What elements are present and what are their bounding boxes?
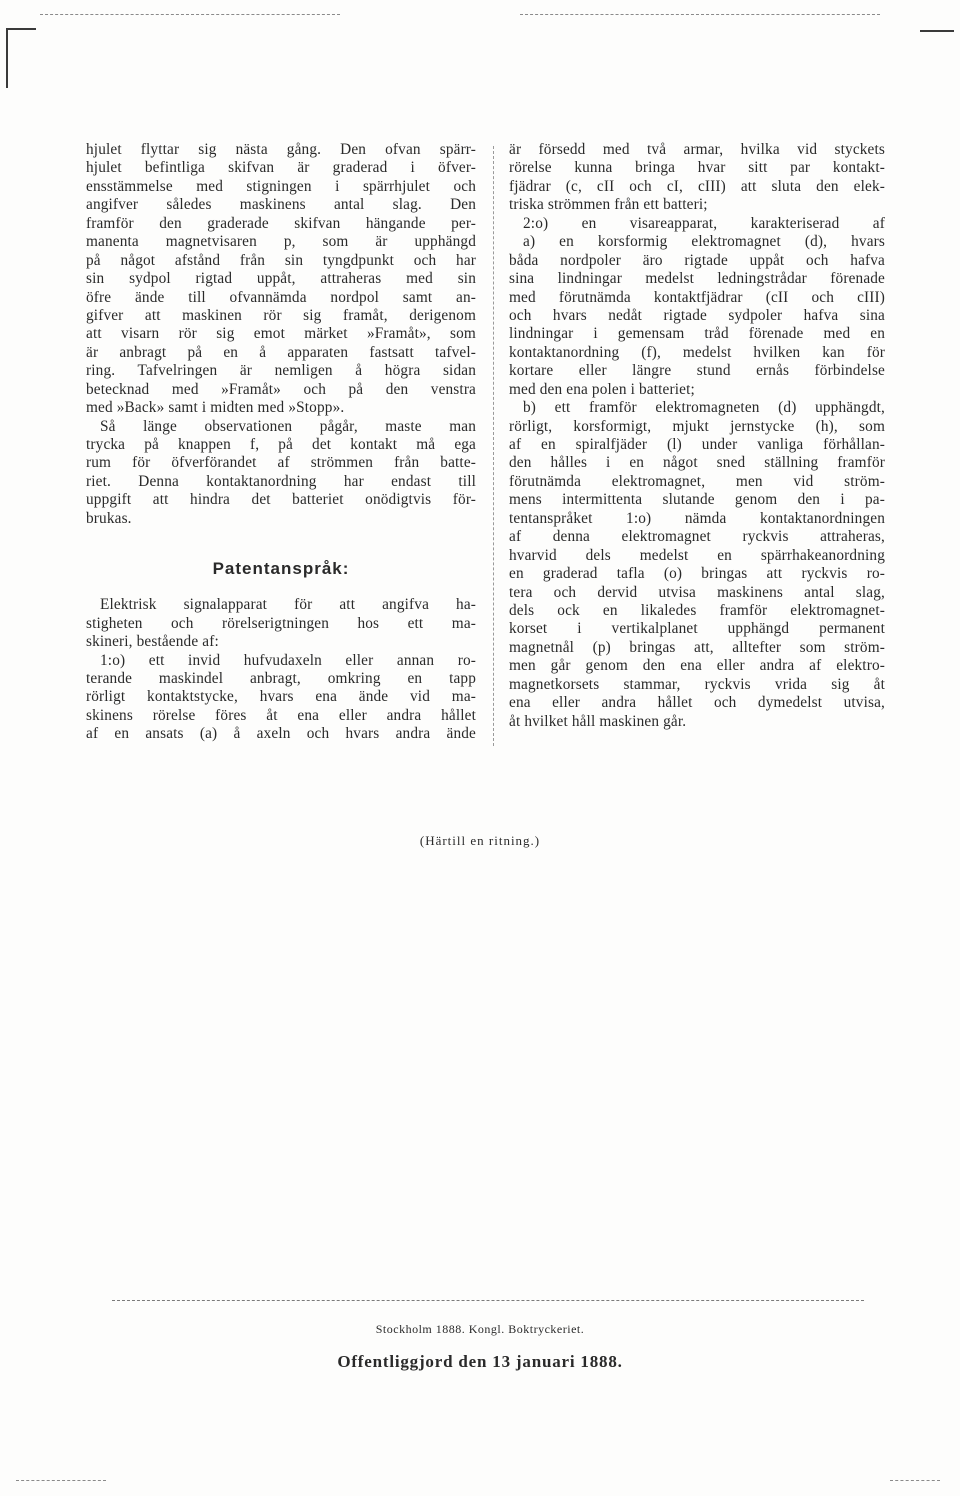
text-line: trycka på knappen f, på det kontakt må ega — [86, 436, 476, 453]
text-line: med förutnämda kontaktfjädrar (cII och cIII) — [509, 288, 885, 306]
text-line: förutnämda elektromagnet, men vid ström- — [509, 472, 885, 490]
text-line: skineri, bestående af: — [86, 633, 219, 651]
text-line: magnetkorsets stammar, ryckvis vrida sig åt — [509, 675, 885, 693]
text-line: den hålles i en något sned ställning framför — [509, 454, 885, 472]
text-line: hjulet flyttar sig nästa gång. Den ofvan spärr- — [86, 141, 476, 158]
text-line: ensstämmelse med stigningen i spärrhjulet och — [86, 177, 476, 195]
text-line: framför den graderade skifvan hängande per- — [86, 214, 476, 232]
text-line: betecknad med »Framåt» och på den venstra — [86, 380, 476, 398]
scan-bottom-mark — [16, 1480, 106, 1481]
text-line: fjädrar (c, cII och cI, cIII) att sluta den elek- — [509, 177, 885, 195]
text-line: kortare eller längre stund ernås förbindelse — [509, 362, 885, 380]
text-line: på något afstånd från sin tyngdpunkt och har — [86, 251, 476, 269]
text-line: 1:o) ett invid hufvudaxeln eller annan ro- — [100, 651, 476, 669]
printer-imprint: Stockholm 1888. Kongl. Boktryckeriet. — [375, 1322, 585, 1336]
text-line: rörelse kunna bringa hvar sitt par kontakt- — [509, 159, 885, 177]
text-line: riet. Denna kontaktanordning har endast till — [86, 472, 476, 490]
text-line: brukas. — [86, 509, 132, 527]
text-line: stigheten och rörelserigtningen hos ett ma- — [86, 614, 476, 632]
scan-corner-mark — [6, 28, 8, 88]
text-line: dels ock en likaledes framför elektromagnet- — [509, 601, 885, 619]
text-line: ring. Tafvelringen är nemligen å högra sidan — [86, 362, 476, 380]
text-line: manenta magnetvisaren p, som är upphängd — [86, 233, 476, 251]
text-line: rum för öfverförandet af strömmen från batte- — [86, 454, 476, 472]
text-line: Elektrisk signalapparat för att angifva ha- — [100, 596, 476, 614]
column-divider — [493, 146, 494, 746]
text-line: båda nordpoler äro rigtade uppåt och hafva — [509, 251, 885, 269]
text-line: åt hvilket håll maskinen går. — [509, 712, 687, 730]
text-line: angifver således maskinens antal slag. Den — [86, 196, 476, 214]
text-line: mens intermittenta slutande genom den i pa- — [509, 491, 885, 509]
text-line: ena eller andra hållet och dymedelst utvisa, — [509, 694, 885, 712]
drawing-note: (Härtill en ritning.) — [419, 833, 541, 848]
text-line: Så länge observationen pågår, maste man — [100, 417, 476, 435]
text-line: skinens rörelse föres åt ena eller andra hållet — [86, 706, 476, 724]
scan-top-rule-right — [520, 14, 880, 15]
text-line: med den ena polen i batteriet; — [509, 380, 695, 398]
text-line: rörligt, korsformigt, mjukt jernstycke (h), som — [509, 417, 885, 435]
text-line: magnetnål (p) bringas att, alltefter som ström- — [509, 638, 885, 656]
claims-continuation-text — [509, 141, 885, 731]
scan-corner-mark-top — [6, 28, 36, 30]
text-line: b) ett framför elektromagneten (d) upphängdt, — [523, 399, 885, 417]
text-line: kontaktanordning (f), medelst hvilken kan för — [509, 343, 885, 361]
publication-date: Offentliggjord den 13 januari 1888. — [337, 1352, 623, 1371]
text-line: öfre ände till ofvannämda nordpol samt an- — [86, 288, 476, 306]
left-column — [86, 141, 476, 744]
text-line: korset i vertikalplanet upphängd permanent — [509, 620, 885, 638]
text-line: är försedd med två armar, hvilka vid styckets — [509, 141, 885, 158]
footer-rule — [112, 1300, 864, 1301]
text-line: uppgift att hindra det batteriet onödigtvis för- — [86, 491, 476, 509]
scan-bottom-mark-right — [890, 1480, 940, 1481]
text-line: hjulet befintliga skifvan är graderad i öfver- — [86, 159, 476, 177]
text-line: terande maskindel anbragt, omkring en tapp — [86, 669, 476, 687]
text-line: är anbragt på en å apparaten fastsatt tafvel- — [86, 343, 476, 361]
text-line: af denna elektromagnet ryckvis attraheras, — [509, 528, 885, 546]
text-line: sina lindningar medelst ledningstrådar förenade — [509, 270, 885, 288]
text-line: men går genom den ena eller andra af elektro- — [509, 657, 885, 675]
text-line: rörligt kontaktstycke, hvars ena ände vid ma- — [86, 688, 476, 706]
text-line: med »Back» samt i midten med »Stopp». — [86, 399, 345, 417]
text-line: 2:o) en visareapparat, karakteriserad af — [523, 214, 885, 232]
scan-top-rule — [40, 14, 340, 15]
text-line: att visarn rör sig emot märket »Framåt», som — [86, 325, 476, 343]
text-line: gifver att maskinen rör sig framåt, derigenom — [86, 306, 476, 324]
text-line: a) en korsformig elektromagnet (d), hvars — [523, 233, 885, 251]
claims-heading: Patentanspråk: — [212, 559, 350, 579]
scan-corner-mark-right — [920, 30, 954, 32]
text-line: en graderad tafla (o) bringas att ryckvis ro- — [509, 565, 885, 583]
claims-text — [86, 596, 476, 744]
text-line: lindningar i gemensam tråd förenade med en — [509, 325, 885, 343]
text-line: hvarvid dels medelst en spärrhakeanordning — [509, 546, 885, 564]
text-line: tentanspråket 1:o) nämda kontaktanordningen — [509, 509, 885, 527]
text-line: tera och dervid utvisa maskinens antal slag, — [509, 583, 885, 601]
text-line: sin sydpol rigtad uppåt, attraheras med sin — [86, 270, 476, 288]
text-line: triska strömmen från ett batteri; — [509, 196, 708, 214]
text-line: af en spiralfjäder (l) under vanliga förhållan- — [509, 436, 885, 453]
right-column — [509, 141, 885, 731]
description-text — [86, 141, 476, 528]
text-line: af en ansats (a) å axeln och hvars andra ände — [86, 725, 476, 743]
text-line: och hvars nedåt rigtade sydpoler hafva sina — [509, 306, 885, 324]
